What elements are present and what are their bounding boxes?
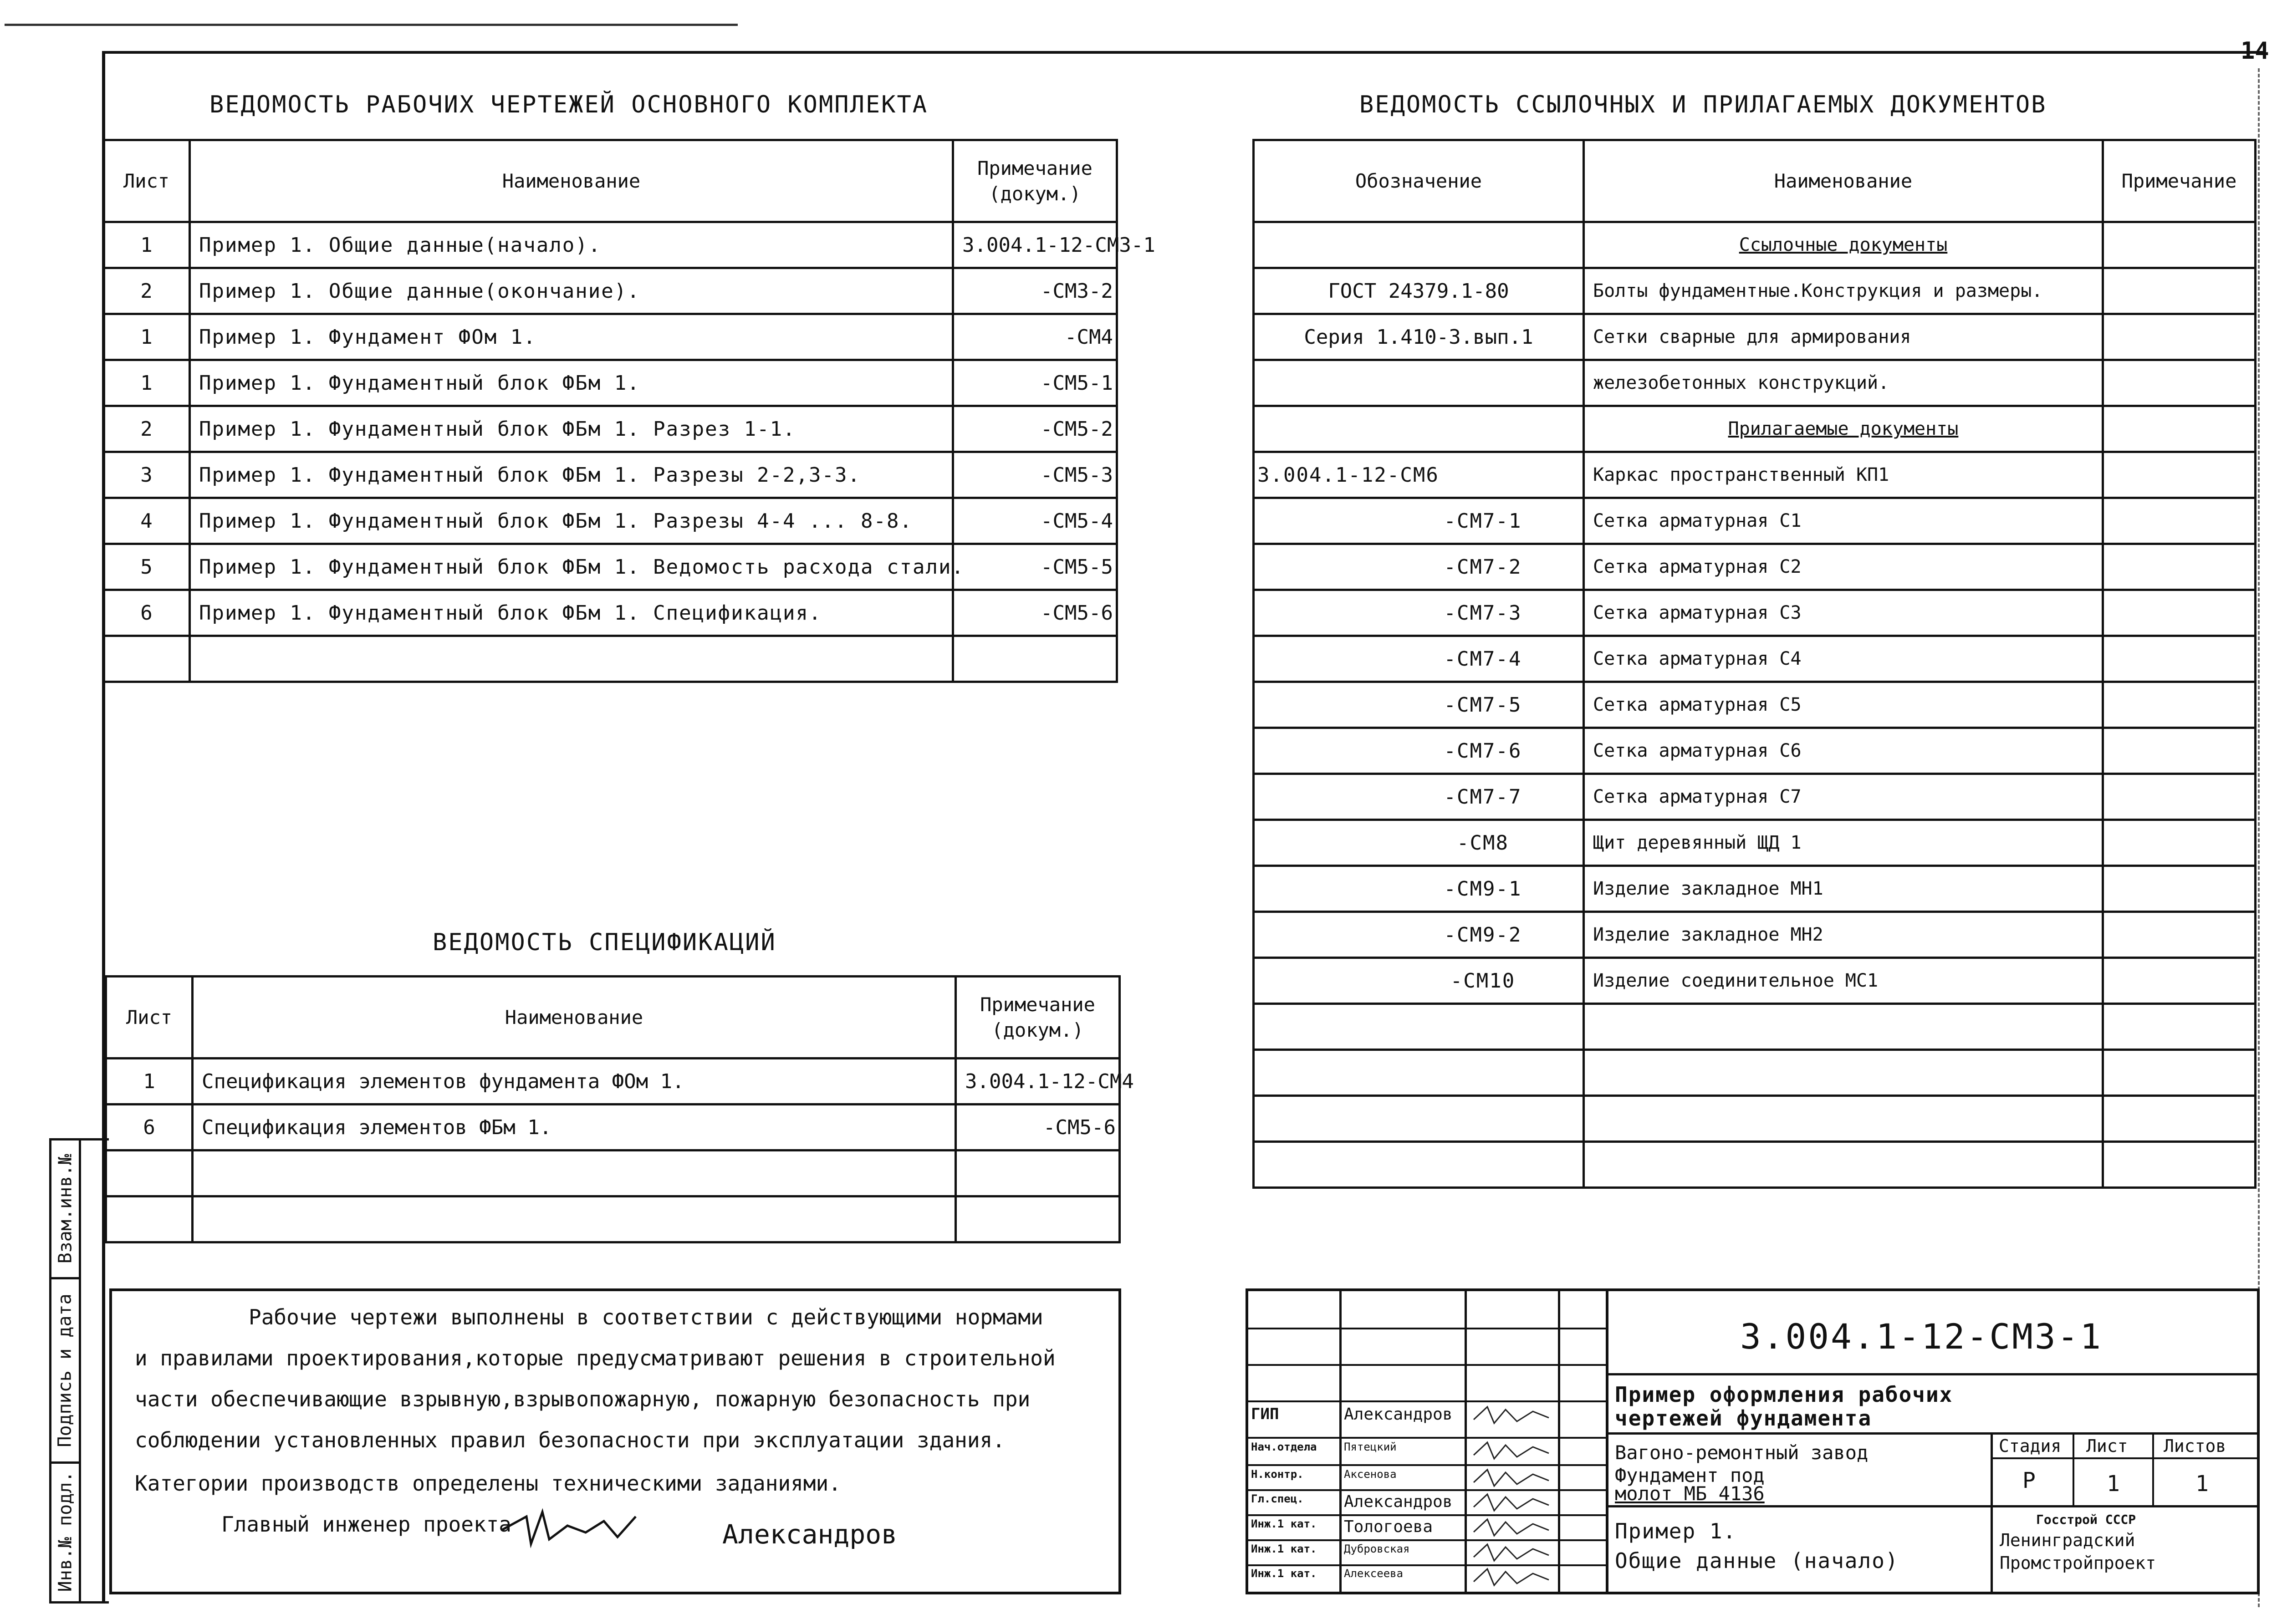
sheet-value: 1	[2107, 1471, 2120, 1497]
table-row	[106, 1196, 1120, 1242]
sheet-title-line-2: Общие данные (начало)	[1615, 1548, 1899, 1573]
tb-rule	[2152, 1432, 2154, 1505]
sheet-number-cell	[106, 1196, 193, 1242]
code-cell: -СМ9-2	[1254, 912, 1584, 958]
name-cell: Пример 1. Общие данные(начало).	[190, 222, 953, 268]
code-cell	[1254, 1050, 1584, 1096]
code-cell	[1254, 222, 1584, 268]
table-row	[1254, 958, 2256, 1004]
staff-role: Н.контр.	[1251, 1468, 1304, 1481]
sheet-number-cell: 1	[103, 360, 190, 406]
note-cell	[2103, 1050, 2256, 1096]
tb-rule	[2073, 1432, 2074, 1505]
tb-rule	[1991, 1457, 2257, 1459]
sign-date-label: Подпись и дата	[55, 1293, 76, 1447]
code-cell	[1254, 360, 1584, 406]
name-cell	[1584, 1096, 2103, 1142]
signature-label: Главный инженер проекта	[221, 1512, 511, 1537]
name-cell: Сетка арматурная С3	[1584, 590, 2103, 636]
note-line: Рабочие чертежи выполнены в соответствии с действующими нормами	[249, 1305, 1043, 1329]
staff-name: Дубровская	[1344, 1543, 1410, 1555]
name-cell: Сетка арматурная С7	[1584, 774, 2103, 820]
code-cell: 3.004.1-12-СМ6	[1254, 452, 1584, 498]
name-cell: Пример 1. Фундамент ФОм 1.	[190, 314, 953, 360]
tb-rule	[1558, 1291, 1560, 1592]
note-cell	[2103, 452, 2256, 498]
replace-inv-cell	[51, 1140, 79, 1279]
note-cell	[2103, 268, 2256, 314]
name-cell: Сетка арматурная С6	[1584, 728, 2103, 774]
sign-date-cell	[51, 1279, 79, 1464]
table-row	[103, 636, 1117, 682]
org-line-1: Госстрой СССР	[2036, 1512, 2136, 1527]
code-cell: -СМ7-2	[1254, 544, 1584, 590]
table-row	[1254, 1050, 2256, 1096]
name-cell: Пример 1. Фундаментный блок ФБм 1.	[190, 360, 953, 406]
table-row	[1254, 682, 2256, 728]
specifications-register-title: ВЕДОМОСТЬ СПЕЦИФИКАЦИЙ	[433, 929, 776, 956]
table-row	[106, 1151, 1120, 1196]
stage-value: Р	[2022, 1468, 2036, 1493]
name-cell: Пример 1. Фундаментный блок ФБм 1. Ведомость расхода стали.	[190, 544, 953, 590]
name-cell: Сетка арматурная С4	[1584, 636, 2103, 682]
name-cell	[1584, 1142, 2103, 1188]
table-row	[1254, 820, 2256, 866]
name-cell: Изделие закладное МН1	[1584, 866, 2103, 912]
note-cell	[953, 636, 1117, 682]
note-cell: -СМ5-2	[953, 406, 1117, 452]
table-row	[1254, 452, 2256, 498]
staff-role: Нач.отдела	[1251, 1441, 1317, 1453]
object-line-1: Вагоно-ремонтный завод	[1615, 1441, 1869, 1464]
specifications-register	[105, 975, 1134, 1243]
header-code: Обозначение	[1254, 140, 1584, 222]
name-cell: Пример 1. Фундаментный блок ФБм 1. Разрез 1-1.	[190, 406, 953, 452]
header-note: Примечание (докум.)	[953, 140, 1117, 222]
name-cell: Сетки сварные для армирования	[1584, 314, 2103, 360]
staff-role: ГИП	[1251, 1405, 1279, 1423]
note-cell: -СМ5-1	[953, 360, 1117, 406]
table-row	[1254, 866, 2256, 912]
sheet-number-cell: 4	[103, 498, 190, 544]
note-cell	[2103, 406, 2256, 452]
code-cell: -СМ7-6	[1254, 728, 1584, 774]
sheet-number-cell	[106, 1151, 193, 1196]
name-cell: Изделие соединительное МС1	[1584, 958, 2103, 1004]
table-row	[1254, 912, 2256, 958]
note-cell: -СМ5-3	[953, 452, 1117, 498]
code-cell: -СМ7-3	[1254, 590, 1584, 636]
staff-role: Инж.1 кат.	[1251, 1567, 1317, 1580]
note-cell	[2103, 728, 2256, 774]
project-title-line-1: Пример оформления рабочих	[1615, 1382, 1953, 1407]
general-notes	[109, 1288, 1121, 1594]
inv-no-label: Инв.№ подл.	[55, 1471, 76, 1592]
table-row	[1254, 1096, 2256, 1142]
tb-rule	[1606, 1432, 2257, 1435]
name-cell: Сетка арматурная С5	[1584, 682, 2103, 728]
header-name: Наименование	[1584, 140, 2103, 222]
margin-label-column	[51, 1140, 81, 1601]
code-cell	[1254, 406, 1584, 452]
staff-name: Александров	[1344, 1492, 1453, 1511]
reference-rows	[1254, 222, 2256, 1188]
section-heading-row	[1254, 222, 2256, 268]
name-cell: Пример 1. Фундаментный блок ФБм 1. Разрезы 4-4 ... 8-8.	[190, 498, 953, 544]
sheet-number-cell: 3	[103, 452, 190, 498]
working-drawings-register-title: ВЕДОМОСТЬ РАБОЧИХ ЧЕРТЕЖЕЙ ОСНОВНОГО КОМПЛЕКТА	[209, 91, 929, 118]
table-row	[1254, 636, 2256, 682]
sheet-number-cell: 5	[103, 544, 190, 590]
tb-rule	[1606, 1373, 2257, 1375]
header-sheet: Лист	[106, 977, 193, 1059]
note-cell	[2103, 682, 2256, 728]
table-row	[106, 1059, 1120, 1105]
note-cell	[2103, 590, 2256, 636]
name-cell: Сетка арматурная С2	[1584, 544, 2103, 590]
note-cell	[2103, 314, 2256, 360]
code-cell: ГОСТ 24379.1-80	[1254, 268, 1584, 314]
note-cell	[2103, 544, 2256, 590]
note-cell: -СМ4	[953, 314, 1117, 360]
header-note: Примечание (докум.)	[956, 977, 1120, 1059]
note-cell	[956, 1151, 1120, 1196]
table-row	[1254, 1142, 2256, 1188]
spec-rows	[106, 1059, 1134, 1242]
note-cell	[2103, 1004, 2256, 1050]
name-cell: Спецификация элементов ФБм 1.	[193, 1105, 956, 1151]
tb-rule	[1339, 1291, 1342, 1592]
note-cell	[2103, 820, 2256, 866]
replace-inv-label: Взам.инв.№	[55, 1154, 76, 1264]
note-line: и правилами проектирования,которые предусматривают решения в строительной	[135, 1346, 1056, 1370]
project-title-line-2: чертежей фундамента	[1615, 1406, 1872, 1431]
note-cell	[956, 1196, 1120, 1242]
table-row	[1254, 774, 2256, 820]
staff-name: Алексеева	[1344, 1567, 1404, 1580]
note-cell: 3.004.1-12-СМ3-1	[953, 222, 1117, 268]
tb-rule	[1606, 1291, 1608, 1592]
code-cell: -СМ10	[1254, 958, 1584, 1004]
table-row	[1254, 314, 2256, 360]
staff-name: Александров	[1344, 1405, 1453, 1424]
sheet-number-cell: 1	[106, 1059, 193, 1105]
name-cell	[1584, 1004, 2103, 1050]
code-cell: -СМ7-1	[1254, 498, 1584, 544]
sheet-number-cell	[103, 636, 190, 682]
sheets-label: Листов	[2164, 1436, 2226, 1456]
table-row	[103, 222, 1117, 268]
sheet-number-cell: 2	[103, 268, 190, 314]
table-row	[103, 406, 1117, 452]
document-code: 3.004.1-12-СМ3-1	[1740, 1316, 2103, 1357]
org-line-2: Ленинградский	[2000, 1530, 2135, 1550]
sheet-title-line-1: Пример 1.	[1615, 1519, 1737, 1543]
note-cell	[2103, 1096, 2256, 1142]
page-number: 14	[2241, 37, 2269, 65]
staff-signature	[1469, 1539, 1556, 1566]
object-line-2: Фундамент под	[1615, 1464, 1765, 1487]
header-note: Примечание	[2103, 140, 2256, 222]
code-cell: -СМ7-4	[1254, 636, 1584, 682]
table-row	[1254, 1004, 2256, 1050]
chief-engineer-signature	[499, 1498, 690, 1553]
tb-rule	[1991, 1432, 1993, 1592]
sheet-label: Лист	[2086, 1436, 2128, 1456]
inv-no-cell	[51, 1464, 79, 1599]
name-cell	[193, 1196, 956, 1242]
note-cell	[2103, 636, 2256, 682]
table-row	[1254, 728, 2256, 774]
header-name: Наименование	[190, 140, 953, 222]
stage-label: Стадия	[1999, 1436, 2062, 1456]
sheet-number-cell: 6	[106, 1105, 193, 1151]
tb-rule	[1248, 1328, 1606, 1329]
reference-documents-title: ВЕДОМОСТЬ ССЫЛОЧНЫХ И ПРИЛАГАЕМЫХ ДОКУМЕНТОВ	[1359, 91, 2047, 118]
note-cell	[2103, 1142, 2256, 1188]
section-heading: Ссылочные документы	[1584, 222, 2103, 268]
code-cell	[1254, 1142, 1584, 1188]
note-cell: -СМ3-2	[953, 268, 1117, 314]
register-rows	[103, 222, 1155, 682]
table-row	[1254, 360, 2256, 406]
margin-stamp	[49, 1138, 109, 1604]
reference-documents-register	[1252, 139, 2257, 1189]
sheet-number-cell: 1	[103, 314, 190, 360]
table-row	[1254, 544, 2256, 590]
staff-name: Аксенова	[1344, 1468, 1397, 1481]
note-cell	[2103, 360, 2256, 406]
table-row	[103, 498, 1117, 544]
note-cell	[2103, 958, 2256, 1004]
signature-name: Александров	[722, 1519, 898, 1550]
name-cell: железобетонных конструкций.	[1584, 360, 2103, 406]
staff-signature	[1469, 1489, 1556, 1516]
name-cell: Щит деревянный ЩД 1	[1584, 820, 2103, 866]
name-cell	[1584, 1050, 2103, 1096]
staff-name: Тологоева	[1344, 1517, 1433, 1536]
table-row	[103, 590, 1117, 636]
staff-signature	[1469, 1401, 1556, 1429]
table-row	[103, 268, 1117, 314]
top-rule	[5, 24, 738, 26]
code-cell	[1254, 1004, 1584, 1050]
table-row	[1254, 268, 2256, 314]
code-cell: Серия 1.410-3.вып.1	[1254, 314, 1584, 360]
table-row	[1254, 498, 2256, 544]
staff-signature	[1469, 1514, 1556, 1541]
staff-role: Инж.1 кат.	[1251, 1543, 1317, 1555]
code-cell	[1254, 1096, 1584, 1142]
table-row	[103, 314, 1117, 360]
header-sheet: Лист	[103, 140, 190, 222]
note-line: Категории производств определены техническими заданиями.	[135, 1471, 841, 1496]
working-drawings-register	[102, 139, 1155, 683]
sheet-number-cell: 6	[103, 590, 190, 636]
object-line-3: молот МБ 4136	[1615, 1482, 1765, 1505]
note-cell: -СМ5-4	[953, 498, 1117, 544]
name-cell: Изделие закладное МН2	[1584, 912, 2103, 958]
name-cell	[190, 636, 953, 682]
note-cell	[2103, 498, 2256, 544]
sheets-value: 1	[2195, 1471, 2209, 1497]
sheet-number-cell: 1	[103, 222, 190, 268]
table-row	[103, 360, 1117, 406]
staff-role: Инж.1 кат.	[1251, 1517, 1317, 1530]
staff-signature	[1469, 1464, 1556, 1492]
staff-name: Пятецкий	[1344, 1441, 1397, 1453]
name-cell: Спецификация элементов фундамента ФОм 1.	[193, 1059, 956, 1105]
name-cell	[193, 1151, 956, 1196]
section-heading: Прилагаемые документы	[1584, 406, 2103, 452]
tb-rule	[1248, 1364, 1606, 1366]
section-heading-row	[1254, 406, 2256, 452]
note-line: части обеспечивающие взрывную,взрывопожарную, пожарную безопасность при	[135, 1387, 1031, 1411]
code-cell: -СМ8	[1254, 820, 1584, 866]
table-row	[103, 544, 1117, 590]
org-line-3: Промстройпроект	[2000, 1553, 2156, 1573]
note-cell: -СМ5-6	[953, 590, 1117, 636]
note-cell	[2103, 912, 2256, 958]
code-cell: -СМ7-7	[1254, 774, 1584, 820]
table-row	[103, 452, 1117, 498]
name-cell: Болты фундаментные.Конструкция и размеры.	[1584, 268, 2103, 314]
code-cell: -СМ9-1	[1254, 866, 1584, 912]
note-cell	[2103, 866, 2256, 912]
staff-signature	[1469, 1437, 1556, 1464]
note-cell	[2103, 222, 2256, 268]
sheet-number-cell: 2	[103, 406, 190, 452]
code-cell: -СМ7-5	[1254, 682, 1584, 728]
table-row	[1254, 590, 2256, 636]
name-cell: Пример 1. Фундаментный блок ФБм 1. Разрезы 2-2,3-3.	[190, 452, 953, 498]
title-block	[1246, 1288, 2260, 1594]
tb-rule	[1465, 1291, 1467, 1592]
note-cell	[2103, 774, 2256, 820]
tb-rule	[1606, 1505, 2257, 1507]
note-cell: -СМ5-6	[956, 1105, 1120, 1151]
note-cell: -СМ5-5	[953, 544, 1117, 590]
name-cell: Сетка арматурная С1	[1584, 498, 2103, 544]
staff-role: Гл.спец.	[1251, 1492, 1304, 1505]
note-line: соблюдении установленных правил безопасности при эксплуатации здания.	[135, 1428, 1005, 1452]
name-cell: Пример 1. Общие данные(окончание).	[190, 268, 953, 314]
header-name: Наименование	[193, 977, 956, 1059]
staff-signature	[1469, 1563, 1556, 1591]
note-cell: 3.004.1-12-СМ4	[956, 1059, 1120, 1105]
name-cell: Пример 1. Фундаментный блок ФБм 1. Спецификация.	[190, 590, 953, 636]
name-cell: Каркас пространственный КП1	[1584, 452, 2103, 498]
table-row	[106, 1105, 1120, 1151]
